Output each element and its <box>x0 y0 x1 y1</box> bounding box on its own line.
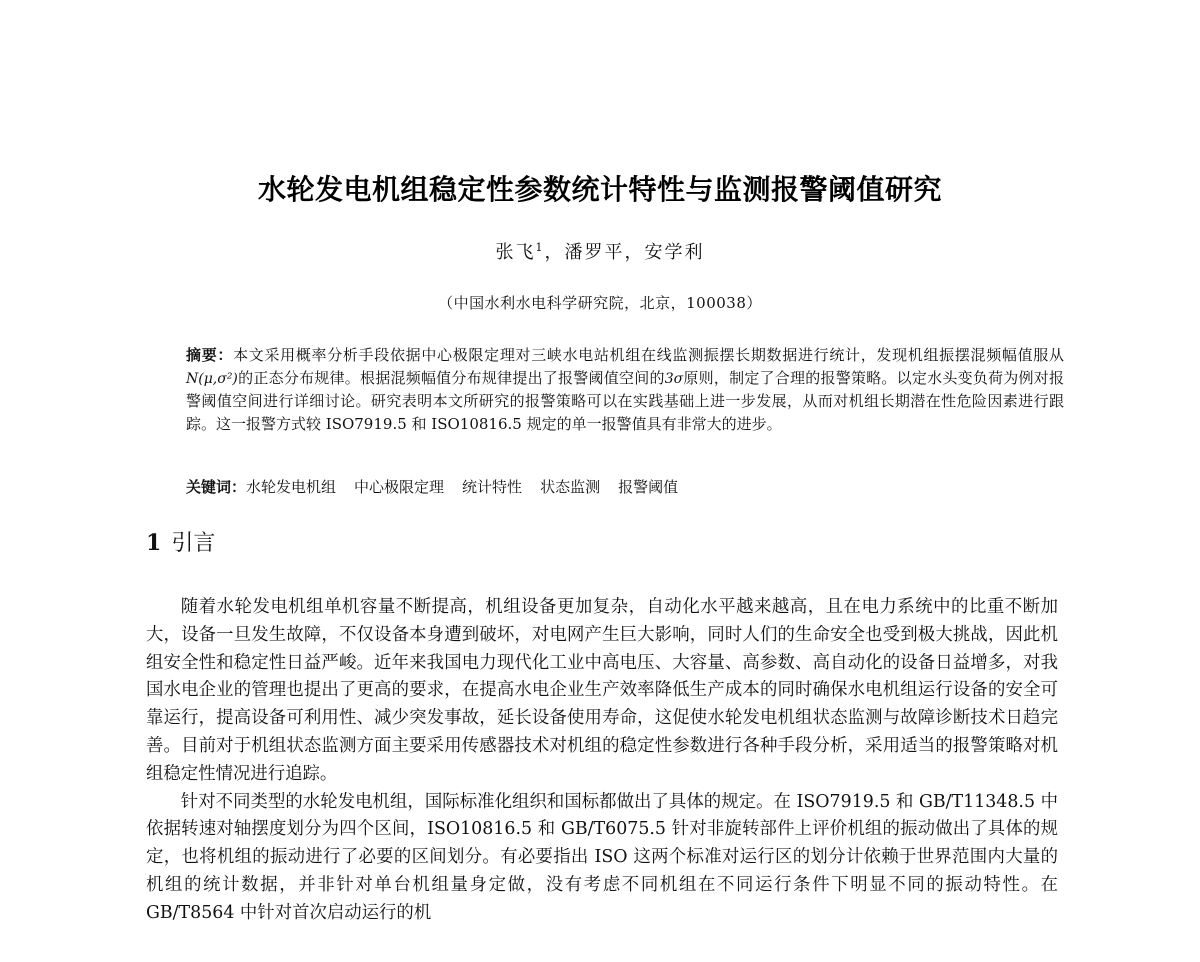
keyword: 中心极限定理 <box>354 478 445 496</box>
keyword: 统计特性 <box>462 478 523 496</box>
author-first: 张飞 <box>495 242 536 263</box>
keyword: 水轮发电机组 <box>246 478 337 496</box>
abstract-text-1: 本文采用概率分析手段依据中心极限定理对三峡水电站机组在线监测振摆长期数据进行统计，发现机组振摆混频幅值服从 <box>233 346 1064 364</box>
abstract-label: 摘要： <box>186 346 234 364</box>
abstract-text-3: 原则，制定了合理的报警策略。以定水头变负荷为例对报警阈值空间进行详细讨论。研究表明本文所研究的报警策略可以在实践基础上进一步发展，从而对机组长期潜在性危险因素进行跟踪。这一报警方式较 ISO7919.5 和 ISO10816.5 规定的单一报警值具有非常大的进步。 <box>186 368 1064 433</box>
author-affiliation-mark: 1 <box>535 241 545 254</box>
abstract <box>186 344 1064 435</box>
author-rest: ，潘罗平，安学利 <box>544 242 705 263</box>
affiliation: （中国水利水电科学研究院，北京，100038） <box>438 294 762 312</box>
abstract-text-2: 的正态分布规律。根据混频幅值分布规律提出了报警阈值空间的 <box>237 368 665 387</box>
section-title: 引言 <box>171 531 216 556</box>
keyword: 状态监测 <box>540 478 601 496</box>
section-number: 1 <box>146 530 162 556</box>
author-list <box>0 238 1200 264</box>
keywords-label: 关键词： <box>186 478 247 496</box>
section-body <box>146 594 1058 928</box>
paper-title: 水轮发电机组稳定性参数统计特性与监测报警阈值研究 <box>257 173 942 206</box>
abstract-formula-normal: N(μ,σ²) <box>186 370 238 387</box>
keywords <box>186 476 1064 498</box>
body-paragraph: 针对不同类型的水轮发电机组，国际标准化组织和国标都做出了具体的规定。在 ISO7919.5 和 GB/T11348.5 中依据转速对轴摆度划分为四个区间，ISO10816.5 和 GB/T6075.5 针对非旋转部件上评价机组的振动做出了具体的规定，也将机组的振动进行了必要的区间划分。有必要指出 ISO 这两个标准对运行区的划分计依赖于世界范围内大量的机组的统计数据，并非针对单台机组量身定做，没有考虑不同机组在不同运行条件下明显不同的振动特性。在 GB/T8564 中针对首次启动运行的机 <box>146 791 1058 923</box>
section-heading <box>146 526 215 557</box>
body-paragraph: 随着水轮发电机组单机容量不断提高，机组设备更加复杂，自动化水平越来越高，且在电力系统中的比重不断加大，设备一旦发生故障，不仅设备本身遭到破坏，对电网产生巨大影响，同时人们的生命安全也受到极大挑战，因此机组安全性和稳定性日益严峻。近年来我国电力现代化工业中高电压、大容量、高参数、高自动化的设备日益增多，对我国水电企业的管理也提出了更高的要求，在提高水电企业生产效率降低生产成本的同时确保水电机组运行设备的安全可靠运行，提高设备可利用性、减少突发事故，延长设备使用寿命，这促使水轮发电机组状态监测与故障诊断技术日趋完善。目前对于机组状态监测方面主要采用传感器技术对机组的稳定性参数进行各种手段分析，采用适当的报警策略对机组稳定性情况进行追踪。 <box>146 597 1058 784</box>
keyword: 报警阈值 <box>618 478 679 496</box>
abstract-formula-3sigma: 3σ <box>664 370 684 387</box>
